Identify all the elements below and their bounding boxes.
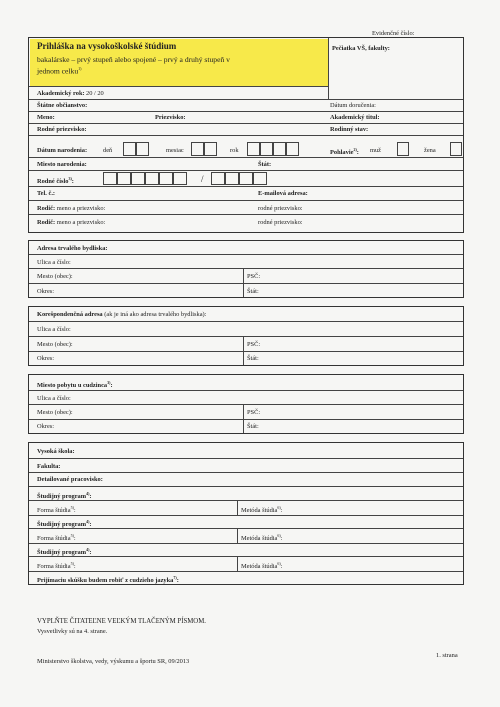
birth-number-digit-5[interactable] [159, 172, 173, 185]
academic-year-label: Akademický rok: [37, 90, 85, 97]
form-title: Prihláška na vysokoškolské štúdium [37, 41, 177, 51]
parent-1-maiden-label: rodné priezvisko: [258, 205, 303, 212]
received-date-label: Dátum doručenia: [330, 102, 376, 109]
correspondence-district-label: Okres: [37, 355, 55, 362]
programme-1-label: Študijný program$^{4)}$: [37, 491, 92, 501]
sex-female-checkbox[interactable] [450, 142, 462, 156]
permanent-state-label: Štát: [247, 288, 259, 295]
surname-label: Priezvisko: [155, 114, 186, 121]
correspondence-heading: Korešpondenčná adresa (ak je iná ako adresa trvalého bydliska): [37, 311, 207, 318]
maiden-name-label: Rodné priezvisko: [37, 126, 87, 133]
form-subtitle-1: bakalárske – prvý stupeň alebo spojené – prvý a druhý stupeň v [37, 55, 230, 64]
sex-male-label: muž [370, 147, 382, 154]
foreign-city-label: Mesto (obec): [37, 409, 73, 416]
academic-year-value[interactable]: 20 / 20 [86, 90, 104, 97]
foreign-zip-label: PSČ: [247, 409, 261, 416]
birth-number-digit-10[interactable] [253, 172, 267, 185]
correspondence-street-label: Ulica a číslo: [37, 326, 71, 333]
email-label: E-mailová adresa: [258, 190, 308, 197]
method-2-label: Metóda štúdia$^{6)}$: [241, 533, 283, 543]
correspondence-zip-label: PSČ: [247, 341, 261, 348]
dob-year-digit-1[interactable] [247, 142, 260, 156]
language-exam-label: Prijímaciu skúšku budem robiť z cudzieho jazyka$^{7)}$: [37, 575, 179, 585]
permanent-address-heading: Adresa trvalého bydliska: [37, 245, 108, 252]
first-name-label: Meno: [37, 114, 55, 121]
dob-day-digit-2[interactable] [136, 142, 149, 156]
faculty-label: Fakulta: [37, 463, 61, 470]
birth-number-digit-2[interactable] [117, 172, 131, 185]
ministry-footer: Ministerstvo školstva, vedy, výskumu a športu SR, 09/2013 [37, 658, 190, 665]
birth-number-digit-9[interactable] [239, 172, 253, 185]
foreign-district-label: Okres: [37, 423, 55, 430]
permanent-district-label: Okres: [37, 288, 55, 295]
dob-month-digit-2[interactable] [204, 142, 217, 156]
evidence-number-label: Evidenčné číslo: [372, 30, 415, 37]
dob-month-label: mesiac [166, 147, 184, 154]
fill-instruction: VYPLŇTE ČITATEĽNE VEĽKÝM TLAČENÝM PÍSMOM. [37, 618, 206, 625]
form-2-label: Forma štúdia$^{5)}$: [37, 533, 76, 543]
method-1-label: Metóda štúdia$^{6)}$: [241, 505, 283, 515]
dob-year-digit-4[interactable] [286, 142, 299, 156]
correspondence-city-label: Mesto (obec): [37, 341, 73, 348]
birth-number-digit-4[interactable] [145, 172, 159, 185]
birthplace-label: Miesto narodenia: [37, 161, 87, 168]
form-subtitle-2: jednom celku$^{1)}$ [37, 66, 82, 76]
programme-2-label: Študijný program$^{4)}$: [37, 519, 92, 529]
sex-male-checkbox[interactable] [397, 142, 409, 156]
birth-number-slash: / [201, 174, 204, 184]
dob-year-digit-2[interactable] [260, 142, 273, 156]
birth-number-digit-1[interactable] [103, 172, 117, 185]
parent-2-label: Rodič: meno a priezvisko: [37, 219, 106, 226]
university-label: Vysoká škola: [37, 448, 75, 455]
birth-state-label: Štát: [258, 161, 272, 168]
method-3-label: Metóda štúdia$^{6)}$: [241, 561, 283, 571]
form-3-label: Forma štúdia$^{5)}$: [37, 561, 76, 571]
birth-number-digit-6[interactable] [173, 172, 187, 185]
academic-title-label: Akademický titul: [330, 114, 380, 121]
sex-female-label: žena [424, 147, 436, 154]
form-1-label: Forma štúdia$^{5)}$: [37, 505, 76, 515]
foreign-state-label: Štát: [247, 423, 259, 430]
workplace-label: Detailované pracovisko: [37, 476, 103, 483]
stamp-label: Pečiatka VŠ, fakulty: [332, 45, 390, 52]
citizenship-label: Štátne občianstvo: [37, 102, 88, 109]
dob-year-digit-3[interactable] [273, 142, 286, 156]
permanent-city-label: Mesto (obec): [37, 273, 73, 280]
permanent-zip-label: PSČ: [247, 273, 261, 280]
parent-1-label: Rodič: meno a priezvisko: [37, 205, 106, 212]
birth-number-label: Rodné číslo$^{3)}$: [37, 176, 74, 186]
correspondence-state-label: Štát: [247, 355, 259, 362]
dob-month-digit-1[interactable] [191, 142, 204, 156]
foreign-street-label: Ulica a číslo: [37, 395, 71, 402]
permanent-street-label: Ulica a číslo: [37, 259, 71, 266]
phone-label: Tel. č.: [37, 190, 56, 197]
parent-2-maiden-label: rodné priezvisko: [258, 219, 303, 226]
birth-number-digit-7[interactable] [211, 172, 225, 185]
dob-year-label: rok [230, 147, 239, 154]
dob-label: Dátum narodenia: [37, 147, 88, 154]
birth-number-digit-8[interactable] [225, 172, 239, 185]
dob-day-digit-1[interactable] [123, 142, 136, 156]
page-number: 1. strana [436, 652, 458, 659]
programme-3-label: Študijný program$^{4)}$: [37, 547, 92, 557]
birth-number-digit-3[interactable] [131, 172, 145, 185]
marital-status-label: Rodinný stav: [330, 126, 369, 133]
sex-label: Pohlavie$^{2)}$: [330, 147, 359, 157]
notes-reference: Vysvetlivky sú na 4. strane. [37, 628, 108, 635]
dob-day-label: deň [103, 147, 113, 154]
foreign-residence-heading: Miesto pobytu u cudzinca$^{3)}$: [37, 380, 113, 390]
